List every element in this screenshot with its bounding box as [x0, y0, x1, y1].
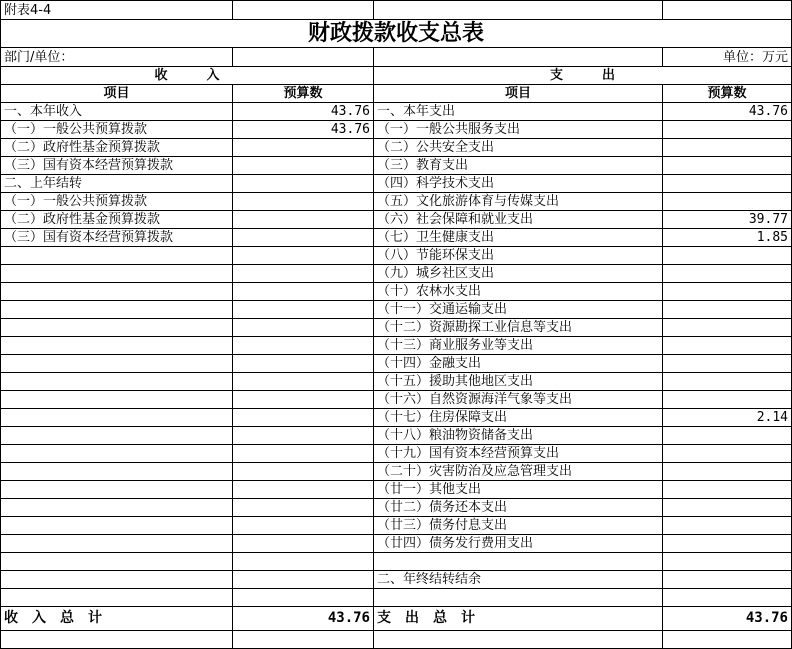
expense-value-cell[interactable]: [663, 157, 792, 175]
expense-item: （一）一般公共服务支出: [377, 122, 521, 137]
expense-item-cell[interactable]: [374, 481, 663, 499]
expense-item: （十八）粮油物资储备支出: [377, 428, 534, 443]
income-total-value: 43.76: [327, 610, 370, 626]
table-row: [1, 499, 792, 517]
empty-cell[interactable]: [233, 48, 374, 67]
income-header: 收 入: [154, 68, 220, 83]
income-total-label-cell[interactable]: [1, 607, 233, 631]
expense-value-cell[interactable]: [663, 481, 792, 499]
table-row: [1, 427, 792, 445]
income-item-cell[interactable]: [1, 517, 233, 535]
expense-item-cell[interactable]: [374, 391, 663, 409]
expense-value-cell[interactable]: [663, 121, 792, 139]
income-item-cell[interactable]: [1, 103, 233, 121]
income-item: （二）政府性基金预算拨款: [4, 140, 161, 155]
table-row: [1, 103, 792, 121]
expense-item-col-header[interactable]: [374, 85, 663, 103]
income-value-cell[interactable]: [233, 229, 374, 247]
expense-item-cell[interactable]: [374, 427, 663, 445]
income-item-cell[interactable]: [1, 445, 233, 463]
income-value-cell[interactable]: [233, 391, 374, 409]
sheet-label-cell[interactable]: [1, 1, 233, 20]
expense-item-col-label: 项目: [504, 86, 531, 101]
table-row: [1, 481, 792, 499]
income-item: （一）一般公共预算拨款: [4, 122, 148, 137]
table-row: [1, 409, 792, 427]
expense-item-cell[interactable]: [374, 571, 663, 589]
expense-item-cell[interactable]: [374, 283, 663, 301]
income-value-cell[interactable]: [233, 373, 374, 391]
income-total-label: 收 入 总 计: [4, 610, 102, 626]
income-item-cell[interactable]: [1, 229, 233, 247]
expense-value-cell[interactable]: [663, 391, 792, 409]
expense-value-cell[interactable]: [663, 373, 792, 391]
expense-item-cell[interactable]: [374, 193, 663, 211]
expense-item-cell[interactable]: [374, 265, 663, 283]
empty-cell[interactable]: [233, 1, 374, 20]
income-item-cell[interactable]: [1, 157, 233, 175]
expense-item: （十一）交通运输支出: [377, 302, 508, 317]
income-value-cell[interactable]: [233, 445, 374, 463]
expense-item: （十七）住房保障支出: [377, 410, 508, 425]
expense-item: （廿三）债务付息支出: [377, 518, 508, 533]
expense-value-cell[interactable]: [663, 589, 792, 607]
expense-total-value-cell[interactable]: [663, 607, 792, 631]
expense-value-cell[interactable]: [663, 265, 792, 283]
table-row: [1, 193, 792, 211]
table-row: [1, 589, 792, 607]
income-item-cell[interactable]: [1, 139, 233, 157]
income-value-cell[interactable]: [233, 355, 374, 373]
expense-value: 43.76: [748, 104, 788, 119]
expense-item-cell[interactable]: [374, 463, 663, 481]
income-item-cell[interactable]: [1, 193, 233, 211]
income-item-cell[interactable]: [1, 499, 233, 517]
table-row: [1, 247, 792, 265]
expense-item-cell[interactable]: [374, 247, 663, 265]
table-row: [1, 157, 792, 175]
table-row: [1, 319, 792, 337]
empty-cell[interactable]: [374, 631, 663, 649]
expense-header-cell[interactable]: [374, 67, 792, 85]
expense-item-cell[interactable]: [374, 139, 663, 157]
expense-item: （七）卫生健康支出: [377, 230, 495, 245]
expense-value-cell[interactable]: [663, 553, 792, 571]
table-row: [1, 373, 792, 391]
expense-item-cell[interactable]: [374, 157, 663, 175]
expense-value: 2.14: [756, 410, 788, 425]
income-value-cell[interactable]: [233, 139, 374, 157]
expense-value-cell[interactable]: [663, 301, 792, 319]
table-row: [1, 571, 792, 589]
unit-label: 单位：万元: [722, 49, 788, 65]
expense-item: （三）教育支出: [377, 158, 469, 173]
expense-value-cell[interactable]: [663, 337, 792, 355]
expense-item: （二）公共安全支出: [377, 140, 495, 155]
income-item: （一）一般公共预算拨款: [4, 194, 148, 209]
expense-total-label-cell[interactable]: [374, 607, 663, 631]
empty-cell[interactable]: [1, 631, 233, 649]
table-row: [1, 211, 792, 229]
income-value-cell[interactable]: [233, 427, 374, 445]
table-row: [1, 301, 792, 319]
expense-budget-col-header[interactable]: [663, 85, 792, 103]
table-row: [1, 463, 792, 481]
empty-cell[interactable]: [663, 631, 792, 649]
income-value-cell[interactable]: [233, 211, 374, 229]
income-item-cell[interactable]: [1, 535, 233, 553]
expense-item: （十六）自然资源海洋气象等支出: [377, 392, 573, 407]
income-item-cell[interactable]: [1, 373, 233, 391]
income-value-cell[interactable]: [233, 157, 374, 175]
income-value-cell[interactable]: [233, 265, 374, 283]
expense-item: （廿一）其他支出: [377, 482, 482, 497]
expense-value-cell[interactable]: [663, 355, 792, 373]
expense-item-cell[interactable]: [374, 301, 663, 319]
expense-item: 一、本年支出: [377, 104, 456, 119]
income-item-cell[interactable]: [1, 337, 233, 355]
department-label: 部门/单位：: [4, 49, 74, 65]
income-item-col-label: 项目: [103, 86, 130, 101]
income-value-cell[interactable]: [233, 535, 374, 553]
income-value-cell[interactable]: [233, 481, 374, 499]
table-row: [1, 535, 792, 553]
expense-item-cell[interactable]: [374, 211, 663, 229]
expense-item: （十三）商业服务业等支出: [377, 338, 534, 353]
income-value-cell[interactable]: [233, 319, 374, 337]
expense-item-cell[interactable]: [374, 535, 663, 553]
expense-value-cell[interactable]: [663, 517, 792, 535]
empty-cell[interactable]: [374, 1, 663, 20]
expense-value-cell[interactable]: [663, 247, 792, 265]
table-row: [1, 229, 792, 247]
income-item-cell[interactable]: [1, 319, 233, 337]
expense-item-cell[interactable]: [374, 355, 663, 373]
income-value-cell[interactable]: [233, 301, 374, 319]
table-row: [1, 517, 792, 535]
expense-item-cell[interactable]: [374, 589, 663, 607]
table-row: [1, 553, 792, 571]
table-title-cell[interactable]: [1, 20, 792, 48]
income-value-cell[interactable]: [233, 283, 374, 301]
expense-item: （廿二）债务还本支出: [377, 500, 508, 515]
expense-value: 39.77: [748, 212, 788, 227]
income-item-cell[interactable]: [1, 553, 233, 571]
expense-item-cell[interactable]: [374, 445, 663, 463]
table-row: [1, 139, 792, 157]
expense-value-cell[interactable]: [663, 571, 792, 589]
income-budget-col-label: 预算数: [283, 86, 323, 101]
expense-item-cell[interactable]: [374, 499, 663, 517]
table-row: [1, 265, 792, 283]
expense-value-cell[interactable]: [663, 463, 792, 481]
expense-budget-col-label: 预算数: [707, 86, 747, 101]
expense-item: （九）城乡社区支出: [377, 266, 495, 281]
expense-item-cell[interactable]: [374, 103, 663, 121]
income-item-cell[interactable]: [1, 589, 233, 607]
income-value-cell[interactable]: [233, 463, 374, 481]
income-item-cell[interactable]: [1, 391, 233, 409]
expense-item: （二十）灾害防治及应急管理支出: [377, 464, 573, 479]
income-value: 43.76: [330, 104, 370, 119]
expense-item-cell[interactable]: [374, 553, 663, 571]
table-row: [1, 337, 792, 355]
expense-item: （十）农林水支出: [377, 284, 482, 299]
income-item-cell[interactable]: [1, 283, 233, 301]
expense-value-cell[interactable]: [663, 211, 792, 229]
expense-item: （廿四）债务发行费用支出: [377, 536, 534, 551]
income-value-cell[interactable]: [233, 103, 374, 121]
income-budget-col-header[interactable]: [233, 85, 374, 103]
expense-value-cell[interactable]: [663, 283, 792, 301]
expense-item: （十四）金融支出: [377, 356, 482, 371]
income-item: 一、本年收入: [4, 104, 83, 119]
income-value-cell[interactable]: [233, 193, 374, 211]
income-item: （二）政府性基金预算拨款: [4, 212, 161, 227]
income-item-cell[interactable]: [1, 175, 233, 193]
expense-value-cell[interactable]: [663, 499, 792, 517]
table-row: [1, 283, 792, 301]
expense-item-cell[interactable]: [374, 337, 663, 355]
expense-value-cell[interactable]: [663, 193, 792, 211]
income-value-cell[interactable]: [233, 409, 374, 427]
expense-value-cell[interactable]: [663, 445, 792, 463]
income-item-cell[interactable]: [1, 301, 233, 319]
department-cell[interactable]: [1, 48, 233, 67]
expense-value-cell[interactable]: [663, 535, 792, 553]
income-value-cell[interactable]: [233, 499, 374, 517]
expense-item: （六）社会保障和就业支出: [377, 212, 534, 227]
expense-value-cell[interactable]: [663, 103, 792, 121]
expense-item-cell[interactable]: [374, 229, 663, 247]
expense-item: （四）科学技术支出: [377, 176, 495, 191]
income-header-cell[interactable]: [1, 67, 374, 85]
income-item-cell[interactable]: [1, 409, 233, 427]
empty-cell[interactable]: [233, 631, 374, 649]
income-value-cell[interactable]: [233, 337, 374, 355]
sheet-label: 附表4-4: [4, 2, 52, 18]
income-value-cell[interactable]: [233, 247, 374, 265]
income-item-cell[interactable]: [1, 211, 233, 229]
expense-value-cell[interactable]: [663, 319, 792, 337]
expense-item-cell[interactable]: [374, 319, 663, 337]
expense-item: 二、年终结转结余: [377, 572, 482, 587]
expense-item-cell[interactable]: [374, 409, 663, 427]
table-row: [1, 391, 792, 409]
income-item-cell[interactable]: [1, 121, 233, 139]
income-value-cell[interactable]: [233, 517, 374, 535]
expense-item: （十九）国有资本经营预算支出: [377, 446, 560, 461]
income-total-value-cell[interactable]: [233, 607, 374, 631]
expense-value-cell[interactable]: [663, 175, 792, 193]
empty-cell[interactable]: [663, 1, 792, 20]
expense-value-cell[interactable]: [663, 229, 792, 247]
empty-cell[interactable]: [374, 48, 663, 67]
expense-total-label: 支 出 总 计: [377, 610, 475, 626]
income-value-cell[interactable]: [233, 589, 374, 607]
expense-item: （五）文化旅游体育与传媒支出: [377, 194, 560, 209]
expense-item-cell[interactable]: [374, 121, 663, 139]
income-value-cell[interactable]: [233, 121, 374, 139]
expense-value-cell[interactable]: [663, 409, 792, 427]
table-title: 财政拨款收支总表: [307, 20, 484, 46]
table-row: [1, 121, 792, 139]
income-item: （三）国有资本经营预算拨款: [4, 230, 174, 245]
income-item: 二、上年结转: [4, 176, 83, 191]
expense-value-cell[interactable]: [663, 139, 792, 157]
expense-item-cell[interactable]: [374, 373, 663, 391]
expense-total-value: 43.76: [745, 610, 788, 626]
expense-value: 1.85: [756, 230, 788, 245]
income-item-col-header[interactable]: [1, 85, 233, 103]
income-item-cell[interactable]: [1, 463, 233, 481]
table-row: [1, 175, 792, 193]
income-item-cell[interactable]: [1, 355, 233, 373]
income-item-cell[interactable]: [1, 427, 233, 445]
income-item-cell[interactable]: [1, 571, 233, 589]
expense-item: （十五）援助其他地区支出: [377, 374, 534, 389]
income-value: 43.76: [330, 122, 370, 137]
income-value-cell[interactable]: [233, 553, 374, 571]
expense-item-cell[interactable]: [374, 517, 663, 535]
table-row: [1, 445, 792, 463]
income-item-cell[interactable]: [1, 247, 233, 265]
income-item: （三）国有资本经营预算拨款: [4, 158, 174, 173]
expense-value-cell[interactable]: [663, 427, 792, 445]
expense-header: 支 出: [549, 68, 615, 83]
unit-cell[interactable]: [663, 48, 792, 67]
expense-item: （八）节能环保支出: [377, 248, 495, 263]
income-item-cell[interactable]: [1, 265, 233, 283]
income-value-cell[interactable]: [233, 571, 374, 589]
expense-item-cell[interactable]: [374, 175, 663, 193]
income-value-cell[interactable]: [233, 175, 374, 193]
income-item-cell[interactable]: [1, 481, 233, 499]
table-row: [1, 355, 792, 373]
expense-item: （十二）资源勘探工业信息等支出: [377, 320, 573, 335]
